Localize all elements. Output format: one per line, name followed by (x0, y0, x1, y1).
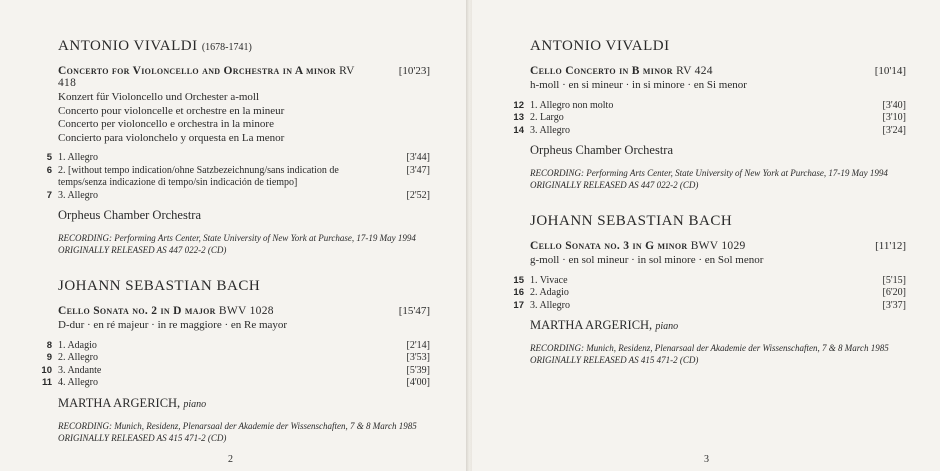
work-duration: [10'23] (398, 65, 430, 77)
performer-name: MARTHA ARGERICH, (530, 318, 653, 332)
work-heading (530, 65, 906, 77)
track-row (41, 377, 430, 390)
work-title-block (530, 65, 713, 77)
recording-location: RECORDING: Performing Arts Center, State University of New York at Purchase, 17-19 May 1994 (530, 168, 888, 178)
work-title: Cello Sonata no. 2 in D major (58, 305, 216, 317)
track-duration: [3'44] (406, 152, 430, 163)
track-title: 3. Allegro (58, 189, 98, 201)
track-row (41, 364, 430, 378)
page-number: 2 (228, 454, 233, 465)
composer-heading (58, 278, 430, 295)
work-duration: [15'47] (398, 305, 430, 317)
original-release: ORIGINALLY RELEASED AS 415 471-2 (CD) (530, 355, 699, 365)
subtitle-line: Concierto para violonchelo y orquesta en La menor (58, 131, 285, 144)
subtitle-line: h-moll · en si mineur · in si minore · en Si menor (530, 79, 747, 91)
track-duration: [4'00] (406, 377, 430, 388)
track-title: 1. Allegro non molto (530, 99, 614, 111)
performer-role: piano (183, 398, 207, 410)
track-row (513, 299, 906, 313)
track-number: 9 (46, 352, 52, 363)
track-list (46, 152, 430, 202)
track-title: 4. Allegro (58, 377, 98, 388)
track-title: 3. Allegro (530, 299, 570, 311)
work-subtitles (58, 319, 430, 333)
recording-location: RECORDING: Munich, Residenz, Plenarsaal der Akademie der Wissenschaften, 7 & 8 March 1985 (58, 420, 417, 431)
right-page (472, 0, 940, 471)
recording-info (530, 167, 906, 191)
track-row (513, 124, 906, 138)
track-title: 2. [without tempo indication/ohne Satzbezeichnung/sans indication de temps/senza indicazione di tempo/sin indicación de tiempo] (58, 164, 339, 188)
track-duration: [2'52] (406, 189, 430, 201)
track-title: 2. Allegro (58, 352, 98, 363)
recording-info (58, 232, 430, 256)
track-number: 7 (46, 189, 52, 201)
work-title: Cello Concerto in B minor (530, 65, 673, 77)
composer-heading (58, 38, 430, 55)
work-title: Concerto for Violoncello and Orchestra in A minor (58, 65, 336, 77)
performer (58, 396, 430, 411)
track-duration: [3'53] (406, 352, 430, 363)
track-duration: [5'15] (882, 274, 906, 286)
work-catalogue: BWV 1029 (690, 240, 746, 252)
recording-info (530, 342, 906, 366)
performer-name: MARTHA ARGERICH, (58, 395, 181, 410)
work-title-block (530, 240, 746, 252)
subtitle-line: Concerto pour violoncelle et orchestre en la mineur (58, 104, 285, 117)
composer-heading (530, 213, 906, 230)
track-duration: [3'47] (406, 164, 430, 176)
track-number: 15 (513, 274, 524, 286)
performer-role: piano (655, 321, 679, 332)
work-heading (58, 305, 430, 317)
track-number: 10 (41, 364, 52, 376)
track-title: 2. Largo (530, 112, 564, 123)
original-release: ORIGINALLY RELEASED AS 447 022-2 (CD) (530, 180, 699, 190)
track-number: 16 (513, 287, 524, 298)
left-page (0, 0, 468, 471)
track-list (513, 274, 906, 313)
composer-name: ANTONIO VIVALDI (530, 38, 670, 54)
track-row (46, 189, 430, 203)
left-page-content (41, 38, 430, 444)
track-row (513, 274, 906, 288)
original-release: ORIGINALLY RELEASED AS 447 022-2 (CD) (58, 245, 227, 255)
track-row (513, 287, 906, 300)
track-number: 17 (513, 299, 524, 311)
track-number: 8 (46, 339, 52, 351)
subtitle-line: Konzert für Violoncello und Orchester a-moll (58, 91, 260, 103)
composer-heading (530, 38, 906, 55)
track-row (46, 164, 430, 190)
track-row (46, 152, 430, 165)
section-gap (58, 256, 430, 278)
track-number: 12 (513, 99, 524, 111)
composer-name: JOHANN SEBASTIAN BACH (58, 278, 261, 294)
track-title: 3. Allegro (530, 124, 570, 136)
work-catalogue: RV 418 (58, 65, 355, 89)
work-heading (58, 65, 430, 89)
work-subtitles (530, 254, 906, 268)
track-title: 1. Vivace (530, 274, 568, 286)
work-duration: [10'14] (874, 65, 906, 77)
track-title: 2. Adagio (530, 287, 569, 298)
performer (530, 143, 906, 158)
right-page-content (513, 38, 906, 366)
performer (58, 208, 430, 223)
track-duration: [3'40] (882, 99, 906, 111)
section-gap (530, 191, 906, 213)
track-row (513, 99, 906, 113)
track-number: 6 (46, 164, 52, 176)
track-number: 14 (513, 124, 524, 136)
subtitle-line: g-moll · en sol mineur · in sol minore · en Sol menor (530, 254, 764, 266)
track-duration: [3'24] (882, 124, 906, 136)
track-duration: [2'14] (406, 339, 430, 351)
performer-name: Orpheus Chamber Orchestra (58, 208, 202, 222)
composer-name: ANTONIO VIVALDI (58, 38, 198, 54)
work-title-block (58, 65, 358, 89)
track-title: 1. Allegro (58, 152, 98, 163)
page-number: 3 (704, 454, 709, 465)
track-number: 5 (46, 152, 52, 163)
track-duration: [6'20] (882, 287, 906, 298)
track-title: 1. Adagio (58, 339, 97, 351)
composer-name: JOHANN SEBASTIAN BACH (530, 213, 733, 229)
performer (530, 318, 906, 333)
work-heading (530, 240, 906, 252)
work-title: Cello Sonata no. 3 in G minor (530, 240, 688, 252)
track-number: 11 (41, 377, 52, 388)
track-row (46, 339, 430, 353)
recording-location: RECORDING: Performing Arts Center, State University of New York at Purchase, 17-19 May 1994 (58, 233, 416, 243)
composer-dates: (1678-1741) (201, 42, 252, 53)
original-release: ORIGINALLY RELEASED AS 415 471-2 (CD) (58, 432, 227, 443)
track-duration: [3'37] (882, 299, 906, 311)
track-duration: [5'39] (406, 364, 430, 376)
track-row (513, 112, 906, 125)
work-catalogue: BWV 1028 (218, 305, 274, 317)
work-duration: [11'12] (875, 240, 906, 252)
track-list (513, 99, 906, 138)
track-row (46, 352, 430, 365)
recording-info (58, 420, 430, 444)
subtitle-line: D-dur · en ré majeur · in re maggiore · en Re mayor (58, 319, 288, 331)
subtitle-line: Concerto per violoncello e orchestra in la minore (58, 118, 274, 130)
work-subtitles (58, 91, 430, 145)
track-title: 3. Andante (58, 364, 102, 376)
work-catalogue: RV 424 (676, 65, 713, 77)
work-title-block (58, 305, 274, 317)
track-number: 13 (513, 112, 524, 123)
track-list (41, 339, 430, 390)
work-subtitles (530, 79, 906, 93)
track-duration: [3'10] (882, 112, 906, 123)
recording-location: RECORDING: Munich, Residenz, Plenarsaal der Akademie der Wissenschaften, 7 & 8 March 1985 (530, 343, 889, 353)
performer-name: Orpheus Chamber Orchestra (530, 143, 674, 157)
